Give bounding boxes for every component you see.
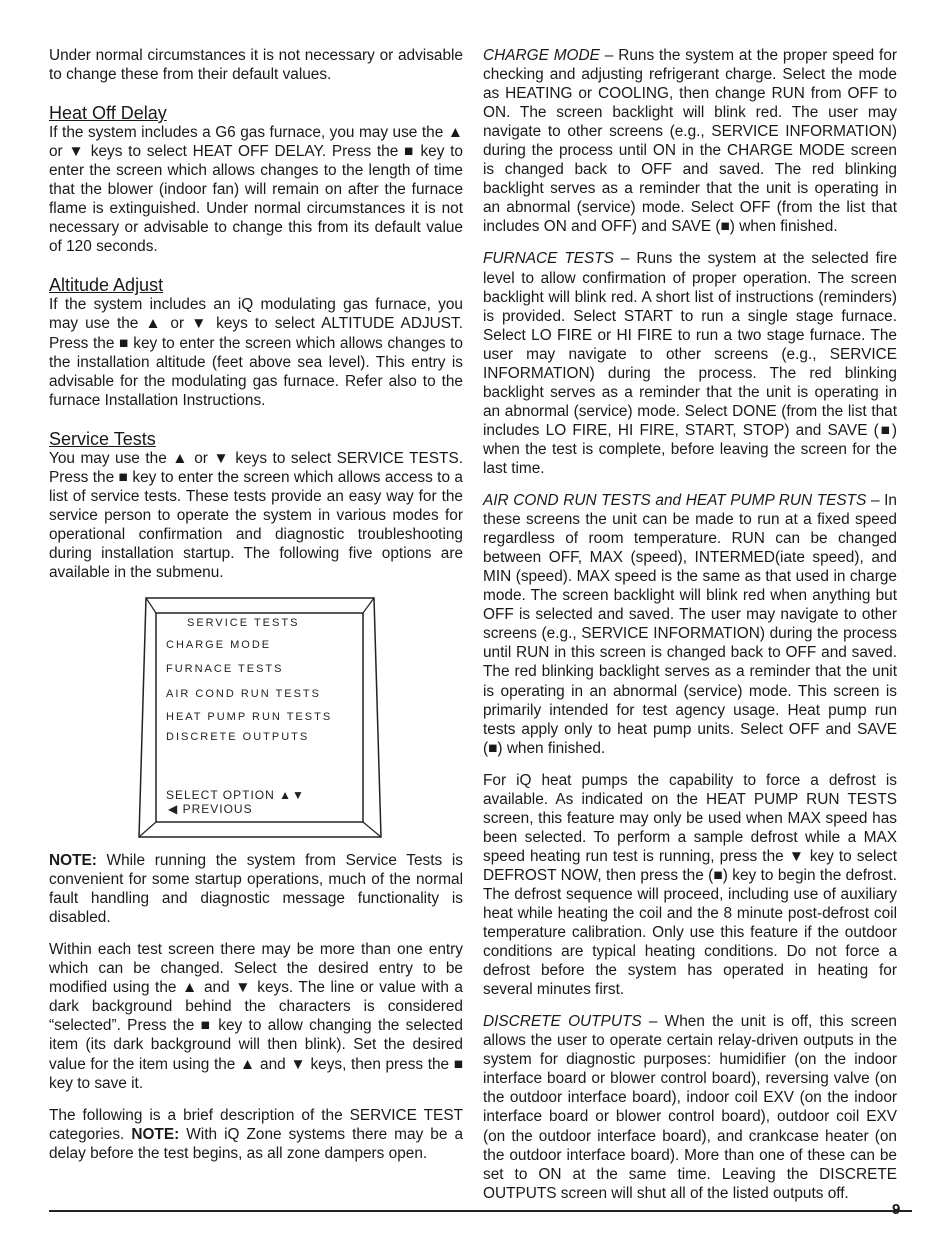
discrete-outputs-paragraph bbox=[483, 1012, 897, 1202]
note-label: NOTE: bbox=[49, 852, 97, 870]
select-option-prompt: SELECT OPTION ▲▼ bbox=[166, 788, 305, 803]
following-paragraph bbox=[49, 1106, 463, 1163]
following-note-text: With iQ Zone systems there may be a delay before the test begins, as all zone dampers open. bbox=[49, 1125, 464, 1162]
discrete-outputs-lead: DISCRETE OUTPUTS bbox=[483, 1013, 642, 1031]
altitude-adjust-body: If the system includes an iQ modulating gas furnace, you may use the ▲ or ▼ keys to select ALTITUDE ADJUST. Press the ■ key to enter the screen which allows changes to the installation altitude (feet above sea level). This entry is advisable for the modulating gas furnace. Refer also to the furnace Installation Instructions. bbox=[49, 296, 463, 409]
option-discrete-outputs[interactable]: DISCRETE OUTPUTS bbox=[166, 731, 310, 744]
charge-mode-paragraph bbox=[483, 46, 897, 236]
option-charge-mode[interactable]: CHARGE MODE bbox=[166, 639, 272, 652]
furnace-tests-paragraph bbox=[483, 249, 897, 478]
following-text: The following is a brief description of the SERVICE TEST categories. bbox=[49, 1106, 463, 1143]
furnace-tests-lead: FURNACE TESTS bbox=[483, 250, 614, 268]
option-heat-pump-run-tests[interactable]: HEAT PUMP RUN TESTS bbox=[166, 711, 333, 724]
service-tests-body: You may use the ▲ or ▼ keys to select SERVICE TESTS. Press the ■ key to enter the screen which allows access to a list of service tests. These tests provide an easy way for the service person to operate the system in various modes for operational confirmation and diagnostic troubleshooting during installation startup. The following five options are available in the submenu. bbox=[49, 449, 463, 581]
option-air-cond-run-tests[interactable]: AIR COND RUN TESTS bbox=[166, 688, 321, 701]
note-text: While running the system from Service Tests is convenient for some startup operations, much of the normal fault handling and diagnostic message functionality is disabled. bbox=[49, 852, 463, 927]
intro-paragraph: Under normal circumstances it is not necessary or advisable to change these from their default values. bbox=[49, 47, 463, 84]
within-paragraph: Within each test screen there may be more than one entry which can be changed. Select the desired entry to be modified using the ▲ and ▼ keys. The line or value with a dark background behind the characters is considered “selected”. Press the ■ key to allow changing the selected item (its dark background will then blink). Set the desired value for the item using the ▲ and ▼ keys, then press the ■ key to save it. bbox=[49, 941, 463, 1092]
left-column bbox=[49, 46, 463, 1163]
right-column bbox=[483, 46, 897, 1203]
discrete-outputs-body: – When the unit is off, this screen allows the user to operate certain relay-driven outputs in the system for diagnostic purposes: humidifier (on the indoor interface board or blower control board), reversing valve (on the outdoor interface board), indoor coil EXV (on the indoor interface board or blower control board), outdoor coil EXV (on the outdoor interface board), and crankcase heater (on the outdoor interface board). More than one of these can be set to ON at the same time. Leaving the DISCRETE OUTPUTS screen will shut all of the listed outputs off. bbox=[483, 1013, 897, 1202]
run-tests-paragraph bbox=[483, 491, 897, 758]
run-tests-body: – In these screens the unit can be made to run at a fixed speed regardless of room temperature. RUN can be changed between OFF, MAX (speed), INTERMED(iate speed), and MIN (speed). MAX speed is the same as that used in charge mode. The screen backlight will blink red when anything but OFF is selected and saved. The user may navigate to other screens (e.g., SERVICE INFORMATION) during the process until RUN in this screen is changed back to OFF and saved. The red blinking backlight serves as a reminder that the unit is operating in an abnormal (service) mode. This screen is primarily intended for test agency usage. Heat pump run tests apply only to heat pump units. Select OFF and SAVE (■) when finished. bbox=[483, 492, 897, 757]
screen-header: SERVICE TESTS bbox=[187, 617, 300, 630]
defrost-paragraph: For iQ heat pumps the capability to force a defrost is available. As indicated on the HEAT PUMP RUN TESTS screen, this feature may only be used when MAX speed has been selected. To perform a sample defrost while a MAX speed heating run test is running, press the ▼ key to select DEFROST NOW, then press the (■) key to begin the defrost. The defrost sequence will proceed, including use of auxiliary heat while heating the coil and the 8 minute post-defrost coil temperature calibration. Only use this feature if the outdoor conditions are typical heating conditions. Do not force a defrost before the system has operated in heating for several minutes first. bbox=[483, 771, 897, 999]
charge-mode-lead: CHARGE MODE bbox=[483, 47, 600, 64]
option-furnace-tests[interactable]: FURNACE TESTS bbox=[166, 663, 284, 676]
lcd-screen bbox=[156, 613, 363, 822]
footer-rule bbox=[49, 1210, 912, 1212]
heat-off-delay-heading: Heat Off Delay bbox=[49, 103, 167, 124]
service-tests-screen-illustration bbox=[138, 597, 382, 838]
following-note-label: NOTE: bbox=[131, 1125, 180, 1143]
run-tests-lead: AIR COND RUN TESTS and HEAT PUMP RUN TESTS bbox=[483, 492, 867, 510]
page-number: 9 bbox=[892, 1201, 901, 1218]
heat-off-delay-body: If the system includes a G6 gas furnace, you may use the ▲ or ▼ keys to select HEAT OFF DELAY. Press the ■ key to enter the screen which allows changes to the length of time that the blower (indoor fan) will remain on after the furnace flame is extinguished. Under normal circumstances it is not necessary or advisable to change this from its default value of 120 seconds. bbox=[49, 124, 463, 256]
service-tests-heading: Service Tests bbox=[49, 428, 156, 449]
charge-mode-body: – Runs the system at the proper speed for checking and adjusting refrigerant charge. Select the mode as HEATING or COOLING, then change RUN from OFF to ON. The screen backlight will blink red. The user may navigate to other screens (e.g., SERVICE INFORMATION) during the process until ON in the CHARGE MODE screen is changed back to OFF and saved. The red blinking backlight serves as a reminder that the unit is operating in an abnormal (service) mode. Select OFF (from the list that includes ON and OFF) and SAVE (■) when finished. bbox=[483, 47, 898, 236]
altitude-adjust-heading: Altitude Adjust bbox=[49, 275, 164, 296]
previous-nav[interactable]: ◀ PREVIOUS bbox=[168, 802, 253, 817]
furnace-tests-body: – Runs the system at the selected fire level to allow confirmation of proper operation. The screen backlight will blink red. A short list of instructions (reminders) is provided. Select START to run a single stage furnace. Select LO FIRE or HI FIRE to run a two stage furnace. The user may navigate to other screens (e.g., SERVICE INFORMATION) during the process. The red blinking backlight serves as a reminder that the unit is operating in an abnormal (service) mode. Select DONE (from the list that includes LO FIRE, HI FIRE, START, STOP) and SAVE (■) when the test is complete, before leaving the screen for the last time. bbox=[483, 250, 897, 477]
note-paragraph bbox=[49, 851, 463, 927]
